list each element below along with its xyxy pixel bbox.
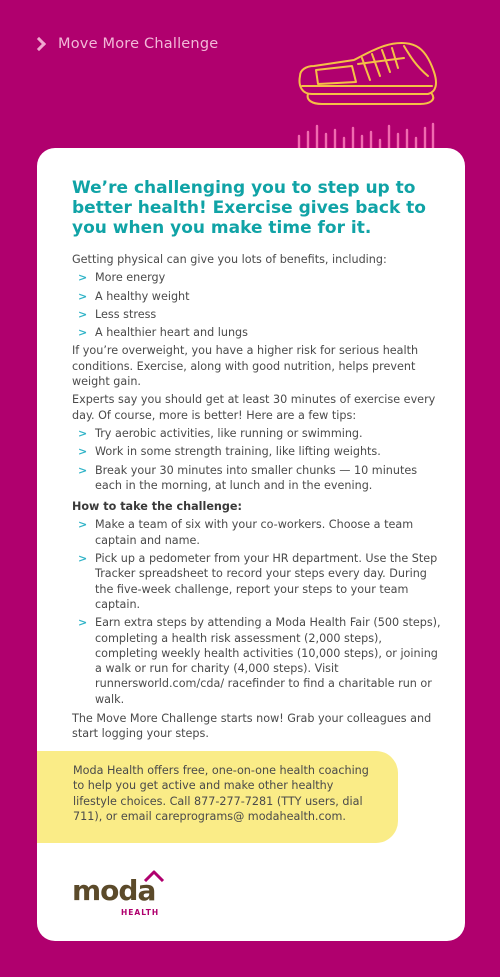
page-headline: We’re challenging you to step up to better health! Exercise gives back to you when you make time for it.	[72, 178, 426, 238]
list-item: > Work in some strength training, like lifting weights.	[78, 445, 381, 459]
intro-paragraph: Getting physical can give you lots of benefits, including:	[72, 253, 387, 266]
list-item: > Less stress	[78, 307, 157, 321]
bullet-chevron-icon: >	[78, 616, 88, 630]
tips-list	[72, 426, 442, 493]
list-item: > More energy	[78, 271, 166, 285]
bullet-chevron-icon: >	[78, 307, 88, 321]
bullet-chevron-icon: >	[78, 463, 88, 477]
body-text	[72, 252, 442, 745]
list-item: > Break your 30 minutes into smaller chunks — 10 minutes each in the morning, at lunch and in the evening.	[78, 463, 418, 492]
content-card	[37, 148, 465, 941]
logo-wordmark: moda	[72, 874, 156, 907]
benefits-list	[72, 270, 442, 340]
list-item: > A healthy weight	[78, 289, 190, 303]
coaching-callout	[37, 751, 398, 843]
bullet-chevron-icon: >	[78, 518, 88, 532]
bullet-chevron-icon: >	[78, 552, 88, 566]
how-to-heading: How to take the challenge:	[72, 500, 242, 514]
experts-paragraph: Experts say you should get at least 30 minutes of exercise every day. Of course, more is better! Here are a few tips:	[72, 393, 436, 422]
list-item: > Earn extra steps by attending a Moda Health Fair (500 steps), completing a health risk assessment (2,000 steps), completing weekly health activities (10,000 steps), or joining a walk or run for charity (4,000 steps). Visit runnersworld.com/cda/ racefinder to find a charitable run or walk.	[78, 616, 441, 706]
bullet-chevron-icon: >	[78, 271, 88, 285]
closing-paragraph: The Move More Challenge starts now! Grab your colleagues and start logging your steps.	[72, 712, 432, 741]
page-header	[34, 36, 218, 52]
bullet-chevron-icon: >	[78, 445, 88, 459]
sneaker-icon	[292, 36, 442, 108]
logo-subtitle: HEALTH	[121, 908, 160, 917]
chevron-right-icon	[32, 37, 46, 51]
bullet-chevron-icon: >	[78, 289, 88, 303]
step-bars-decoration	[296, 120, 436, 150]
header-title: Move More Challenge	[58, 36, 219, 52]
bullet-chevron-icon: >	[78, 426, 88, 440]
steps-list	[72, 517, 442, 707]
list-item: > A healthier heart and lungs	[78, 326, 248, 340]
list-item: > Try aerobic activities, like running or swimming.	[78, 426, 363, 440]
list-item: > Pick up a pedometer from your HR department. Use the Step Tracker spreadsheet to record your steps every day. During the five-week challenge, report your steps to your team captain.	[78, 552, 438, 611]
moda-health-logo	[72, 870, 172, 920]
bullet-chevron-icon: >	[78, 326, 88, 340]
list-item: > Make a team of six with your co-workers. Choose a team captain and name.	[78, 518, 414, 547]
callout-text: Moda Health offers free, one-on-one health coaching to help you get active and make other healthy lifestyle choices. Call 877-277-7281 (TTY users, dial 711), or email careprograms@ modahealth.com.	[73, 764, 369, 823]
overweight-paragraph: If you’re overweight, you have a higher risk for serious health conditions. Exercise, along with good nutrition, helps prevent weight gain.	[72, 344, 419, 389]
